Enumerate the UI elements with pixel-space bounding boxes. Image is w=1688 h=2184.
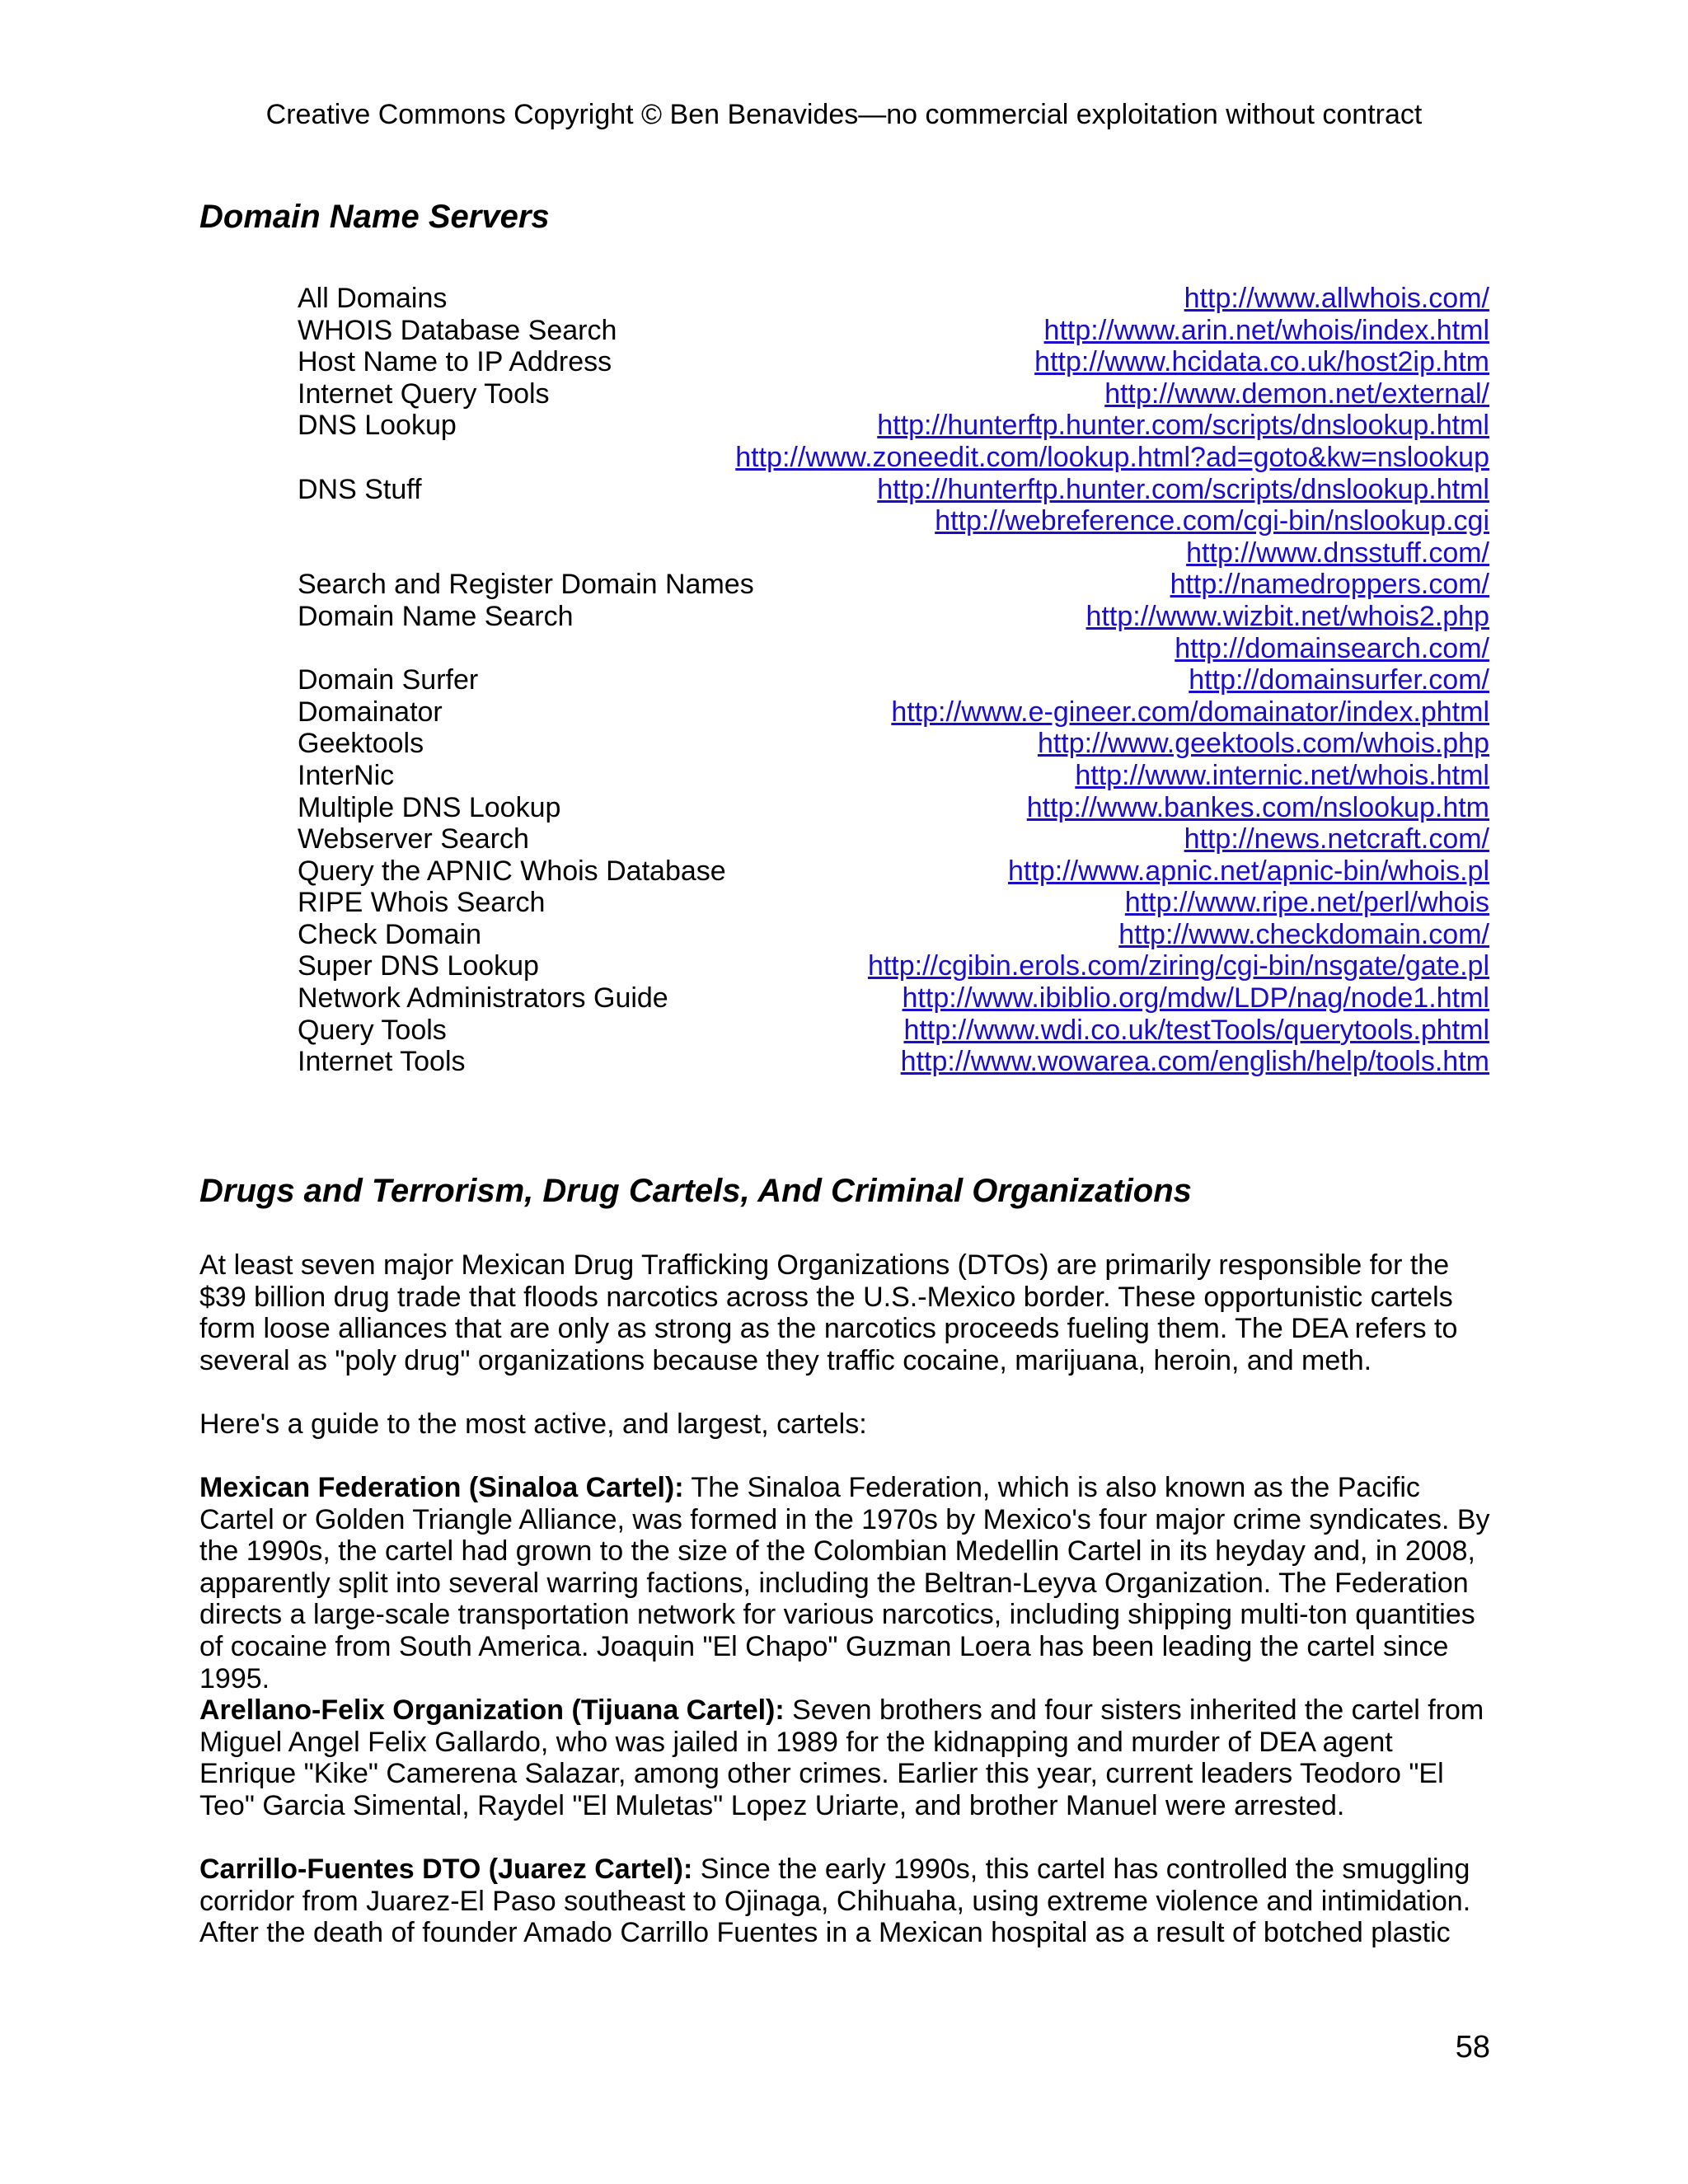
cartel-description: Seven brothers and four sisters inherited the cartel from Miguel Angel Felix Gallardo, who was jailed in 1989 for the kidnapping and murder of DEA agent Enrique "Kike" Camerena Salazar, among other crimes. Earlier this year, current leaders Teodoro "El Teo" Garcia Simental, Raydel "El Muletas" Lopez Uriarte, and brother Manuel were arrested. — [199, 1694, 1484, 1821]
link-url[interactable]: http://news.netcraft.com/ — [1184, 823, 1489, 855]
link-label: Domainator — [298, 696, 443, 728]
link-label: Geektools — [298, 728, 424, 760]
link-row — [298, 442, 1489, 474]
link-row — [298, 474, 1489, 506]
link-url[interactable]: http://www.allwhois.com/ — [1184, 283, 1489, 314]
link-url[interactable]: http://www.ripe.net/perl/whois — [1124, 887, 1489, 919]
link-row — [298, 855, 1489, 888]
link-row — [298, 982, 1489, 1015]
link-url[interactable]: http://www.apnic.net/apnic-bin/whois.pl — [1008, 855, 1489, 887]
section-heading-drugs-terrorism: Drugs and Terrorism, Drug Cartels, And Criminal Organizations — [199, 1173, 1192, 1209]
link-url[interactable]: http://www.wowarea.com/english/help/tools.htm — [900, 1046, 1489, 1078]
link-label: All Domains — [298, 283, 448, 314]
link-label: Webserver Search — [298, 823, 529, 855]
link-url[interactable]: http://www.ibiblio.org/mdw/LDP/nag/node1.html — [902, 982, 1489, 1015]
link-label: Multiple DNS Lookup — [298, 791, 561, 823]
link-row — [298, 760, 1489, 792]
link-url[interactable]: http://www.checkdomain.com/ — [1118, 918, 1489, 950]
link-url[interactable]: http://hunterftp.hunter.com/scripts/dnslookup.html — [877, 473, 1489, 505]
link-label: Query Tools — [298, 1014, 447, 1046]
link-label: DNS Stuff — [298, 473, 422, 505]
copyright-header: Creative Commons Copyright © Ben Benavides—no commercial exploitation without contract — [265, 99, 1423, 130]
link-label: Query the APNIC Whois Database — [298, 855, 726, 887]
link-row — [298, 315, 1489, 347]
cartel-paragraph-sinaloa — [199, 1472, 1493, 1694]
cartel-name: Carrillo-Fuentes DTO (Juarez Cartel): — [199, 1854, 693, 1885]
link-row — [298, 410, 1489, 442]
link-url[interactable]: http://www.wdi.co.uk/testTools/querytools.phtml — [903, 1014, 1489, 1046]
link-label: Domain Surfer — [298, 664, 479, 696]
cartel-paragraph-juarez — [199, 1854, 1493, 1949]
link-row — [298, 792, 1489, 824]
link-url[interactable]: http://hunterftp.hunter.com/scripts/dnslookup.html — [877, 410, 1489, 442]
link-row — [298, 569, 1489, 601]
link-label: Search and Register Domain Names — [298, 569, 754, 601]
link-url[interactable]: http://www.internic.net/whois.html — [1075, 759, 1489, 791]
link-label: Check Domain — [298, 918, 481, 950]
link-label: Internet Tools — [298, 1046, 466, 1078]
link-row — [298, 696, 1489, 729]
link-url[interactable]: http://www.demon.net/external/ — [1104, 377, 1489, 410]
link-row — [298, 346, 1489, 378]
link-row — [298, 919, 1489, 951]
cartel-paragraph-tijuana — [199, 1694, 1493, 1821]
link-url[interactable]: http://www.dnsstuff.com/ — [1186, 537, 1489, 569]
link-url[interactable]: http://www.wizbit.net/whois2.php — [1085, 600, 1489, 632]
link-label: DNS Lookup — [298, 410, 457, 442]
cartel-description: Since the early 1990s, this cartel has controlled the smuggling corridor from Juarez-El Paso southeast to Ojinaga, Chihuaha, using extreme violence and intimidation. After the death of founder Amado Carrillo Fuentes in a Mexican hospital as a result of botched plastic — [199, 1854, 1471, 1949]
link-row — [298, 633, 1489, 665]
link-row — [298, 1046, 1489, 1078]
link-url[interactable]: http://cgibin.erols.com/ziring/cgi-bin/nsgate/gate.pl — [867, 950, 1489, 982]
link-label: RIPE Whois Search — [298, 887, 546, 919]
link-row — [298, 664, 1489, 696]
cartel-name: Mexican Federation (Sinaloa Cartel): — [199, 1472, 684, 1503]
link-row — [298, 728, 1489, 760]
link-row — [298, 378, 1489, 410]
link-url[interactable]: http://www.hcidata.co.uk/host2ip.htm — [1034, 346, 1489, 378]
link-url[interactable]: http://domainsearch.com/ — [1175, 632, 1489, 664]
link-row — [298, 505, 1489, 537]
link-label: Host Name to IP Address — [298, 346, 612, 378]
link-url[interactable]: http://www.zoneedit.com/lookup.html?ad=goto&kw=nslookup — [735, 441, 1489, 473]
link-row — [298, 537, 1489, 569]
cartel-description: The Sinaloa Federation, which is also known as the Pacific Cartel or Golden Triangle Alliance, was formed in the 1970s by Mexico's four major crime syndicates. By the 1990s, the cartel had grown to the size of the Colombian Medellin Cartel in its heyday and, in 2008, apparently split into several warring factions, including the Beltran-Leyva Organization. The Federation directs a large-scale transportation network for various narcotics, including shipping multi-ton quantities of cocaine from South America. Joaquin "El Chapo" Guzman Loera has been leading the cartel since 1995. — [199, 1472, 1490, 1694]
link-url[interactable]: http://www.bankes.com/nslookup.htm — [1026, 791, 1489, 823]
page-number: 58 — [1455, 2030, 1490, 2064]
link-url[interactable]: http://www.e-gineer.com/domainator/index.phtml — [891, 696, 1489, 728]
link-label: InterNic — [298, 759, 395, 791]
link-url[interactable]: http://domainsurfer.com/ — [1189, 664, 1489, 696]
link-row — [298, 601, 1489, 633]
link-row — [298, 950, 1489, 982]
guide-paragraph: Here's a guide to the most active, and largest, cartels: — [199, 1408, 867, 1440]
link-row — [298, 823, 1489, 855]
link-row — [298, 887, 1489, 919]
link-label: Network Administrators Guide — [298, 982, 668, 1015]
link-row — [298, 1015, 1489, 1047]
intro-paragraph: At least seven major Mexican Drug Trafficking Organizations (DTOs) are primarily responsible for the $39 billion drug trade that floods narcotics across the U.S.-Mexico border. These opportunistic cartels form loose alliances that are only as strong as the narcotics proceeds fueling them. The DEA refers to several as "poly drug" organizations because they traffic cocaine, marijuana, heroin, and meth. — [199, 1249, 1458, 1376]
link-label: Domain Name Search — [298, 600, 574, 632]
link-url[interactable]: http://www.geektools.com/whois.php — [1037, 728, 1489, 760]
link-label: Super DNS Lookup — [298, 950, 539, 982]
cartel-name: Arellano-Felix Organization (Tijuana Cartel): — [199, 1694, 785, 1726]
link-url[interactable]: http://webreference.com/cgi-bin/nslookup.cgi — [935, 505, 1489, 537]
link-label: WHOIS Database Search — [298, 314, 617, 346]
dns-link-list — [298, 283, 1489, 1078]
section-heading-domain-name-servers: Domain Name Servers — [199, 199, 550, 235]
link-label: Internet Query Tools — [298, 377, 550, 410]
link-url[interactable]: http://www.arin.net/whois/index.html — [1043, 314, 1489, 346]
link-row — [298, 283, 1489, 315]
link-url[interactable]: http://namedroppers.com/ — [1170, 569, 1489, 601]
